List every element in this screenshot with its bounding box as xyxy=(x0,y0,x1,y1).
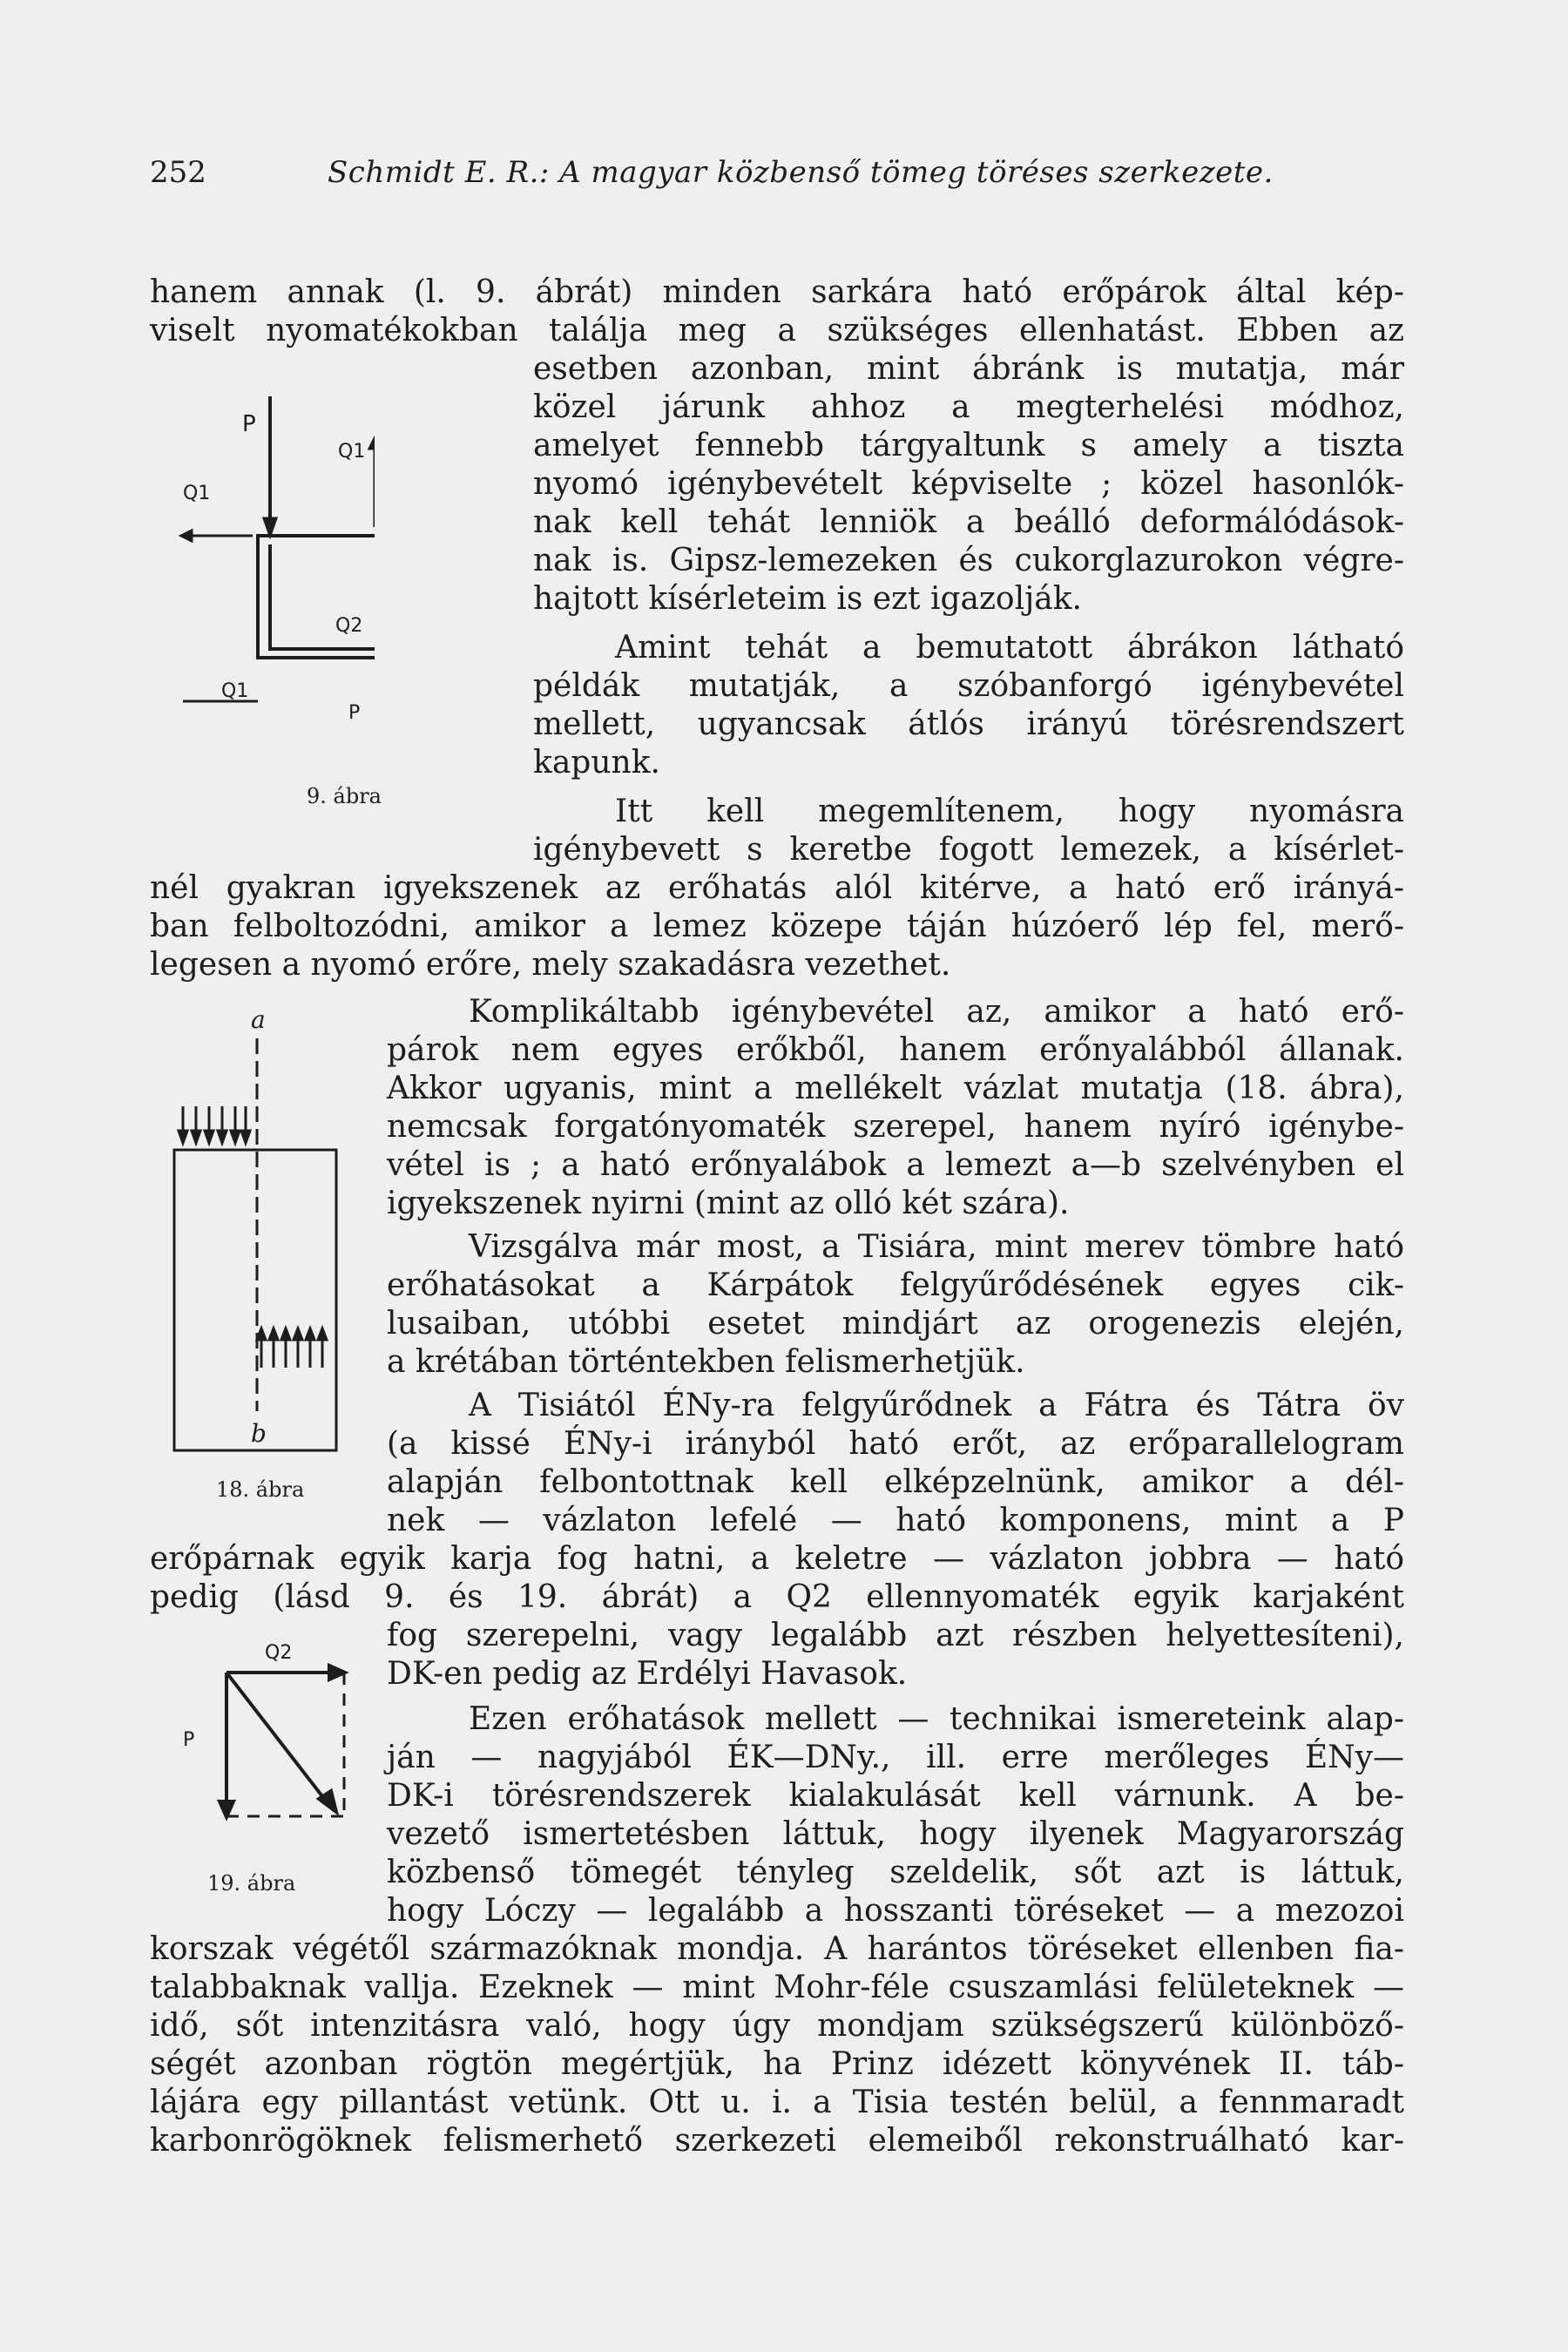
text-line: nek — vázlaton lefelé — ható komponens, mint a P xyxy=(387,1503,1404,1538)
text-line: ján — nagyjából ÉK—DNy., ill. erre merőleges ÉNy— xyxy=(387,1740,1404,1775)
text-line: alapján felbontottnak kell elképzelnünk, amikor a dél- xyxy=(387,1464,1404,1500)
text-line: Akkor ugyanis, mint a mellékelt vázlat mutatja (18. ábra), xyxy=(387,1071,1404,1106)
text-line: hajtott kísérleteim is ezt igazolják. xyxy=(533,581,1082,617)
text-line: hogy Lóczy — legalább a hosszanti töréseket — a mezozoi xyxy=(387,1893,1404,1929)
text-line: nak kell tehát lenniök a beálló deformálódások- xyxy=(533,504,1404,540)
text-line: Amint tehát a bemutatott ábrákon látható xyxy=(615,630,1404,666)
fig9-label-q2: Q2 xyxy=(335,615,363,637)
text-line: idő, sőt intenzitásra való, hogy úgy mondjam szükségszerű különböző- xyxy=(150,2008,1404,2044)
figure-9 xyxy=(148,396,375,780)
text-line: erőpárnak egyik karja fog hatni, a keletre — vázlaton jobbra — ható xyxy=(150,1541,1404,1577)
text-line: lusaiban, utóbbi esetet mindjárt az orogenezis elején, xyxy=(387,1306,1404,1342)
figure-9-caption: 9. ábra xyxy=(307,784,382,808)
text-line: nak is. Gipsz-lemezeken és cukorglazurokon végre- xyxy=(533,543,1404,578)
fig9-label-q1-left: Q1 xyxy=(183,483,211,504)
text-line: példák mutatják, a szóbanforgó igénybevétel xyxy=(533,668,1404,704)
fig18-label-a: a xyxy=(251,1005,266,1034)
text-line: korszak végétől származóknak mondja. A harántos töréseket ellenben fia- xyxy=(150,1931,1404,1967)
text-line: lájára egy pillantást vetünk. Ott u. i. a Tisia testén belül, a fennmaradt xyxy=(150,2085,1404,2120)
text-line: erőhatásokat a Kárpátok felgyűrődésének egyes cik- xyxy=(387,1267,1404,1303)
fig9-label-q1-top: Q1 xyxy=(338,441,366,463)
running-head: Schmidt E. R.: A magyar közbenső tömeg töréses szerkezete. xyxy=(328,155,1274,190)
text-line: Komplikáltabb igénybevétel az, amikor a ható erő- xyxy=(469,994,1404,1030)
text-line: Itt kell megemlítenem, hogy nyomásra xyxy=(615,794,1404,829)
text-line: Vizsgálva már most, a Tisiára, mint merev tömbre ható xyxy=(469,1229,1404,1265)
text-line: DK-i törésrendszerek kialakulását kell várnunk. A be- xyxy=(387,1778,1404,1814)
text-line: Ezen erőhatások mellett — technikai ismereteink alap- xyxy=(469,1701,1404,1737)
text-line: A Tisiától ÉNy-ra felgyűrődnek a Fátra és Tátra öv xyxy=(469,1388,1404,1423)
text-line: nél gyakran igyekszenek az erőhatás alól kitérve, a ható erő irányá- xyxy=(150,870,1404,906)
fig9-label-q1-bottom: Q1 xyxy=(221,680,249,702)
text-line: párok nem egyes erőkből, hanem erőnyalábból állanak. xyxy=(387,1032,1404,1068)
text-line: viselt nyomatékokban találja meg a szükséges ellenhatást. Ebben az xyxy=(150,313,1404,348)
text-line: vétel is ; a ható erőnyalábok a lemezt a—b szelvényben el xyxy=(387,1147,1404,1183)
fig9-label-p-bottom: P xyxy=(348,702,361,724)
text-line: a krétában történtekben felismerhetjük. xyxy=(387,1344,1025,1380)
text-line: karbonrögöknek felismerhető szerkezeti elemeiből rekonstruálható kar- xyxy=(150,2123,1404,2159)
text-line: talabbaknak vallja. Ezeknek — mint Mohr-féle csuszamlási felületeknek — xyxy=(150,1970,1404,2005)
text-line: közbenső tömegét tényleg szeldelik, sőt azt is láttuk, xyxy=(387,1855,1404,1890)
text-line: (a kissé ÉNy-i irányból ható erőt, az erőparallelogram xyxy=(387,1426,1404,1462)
figure-18-caption: 18. ábra xyxy=(216,1477,305,1502)
fig9-label-p-top: P xyxy=(242,411,256,437)
text-line: igyekszenek nyirni (mint az olló két szára). xyxy=(387,1186,1070,1221)
text-line: nemcsak forgatónyomaték szerepel, hanem nyíró igénybe- xyxy=(387,1109,1404,1145)
text-line: hanem annak (l. 9. ábrát) minden sarkára ható erőpárok által kép- xyxy=(150,274,1404,310)
text-line: nyomó igénybevételt képviselte ; közel hasonlók- xyxy=(533,466,1404,502)
text-line: vezető ismertetésben láttuk, hogy ilyenek Magyarország xyxy=(387,1816,1404,1852)
text-line: ban felboltozódni, amikor a lemez közepe táján húzóerő lép fel, merő- xyxy=(150,909,1404,944)
figure-19-caption: 19. ábra xyxy=(207,1871,296,1896)
text-line: esetben azonban, mint ábránk is mutatja, már xyxy=(533,351,1404,387)
fig19-label-p: P xyxy=(183,1729,195,1751)
text-line: amelyet fennebb tárgyaltunk s amely a tiszta xyxy=(533,428,1404,463)
text-line: DK-en pedig az Erdélyi Havasok. xyxy=(387,1656,908,1692)
text-line: mellett, ugyancsak átlós irányú törésrendszert xyxy=(533,706,1404,742)
text-line: fog szerepelni, vagy legalább azt részben helyettesíteni), xyxy=(387,1618,1404,1653)
figure-19 xyxy=(174,1638,375,1864)
text-line: pedig (lásd 9. és 19. ábrát) a Q2 ellennyomaték egyik karjaként xyxy=(150,1579,1404,1615)
fig19-label-q2: Q2 xyxy=(265,1642,293,1664)
text-line: igénybevett s keretbe fogott lemezek, a kísérlet- xyxy=(533,832,1404,868)
page-number: 252 xyxy=(150,155,206,190)
figure-18 xyxy=(166,1002,366,1455)
text-line: közel járunk ahhoz a megterhelési módhoz, xyxy=(533,389,1404,425)
fig18-label-b: b xyxy=(251,1419,267,1448)
text-line: kapunk. xyxy=(533,745,660,781)
text-line: legesen a nyomó erőre, mely szakadásra vezethet. xyxy=(150,947,951,983)
text-line: ségét azonban rögtön megértjük, ha Prinz idézett könyvének II. táb- xyxy=(150,2046,1404,2082)
